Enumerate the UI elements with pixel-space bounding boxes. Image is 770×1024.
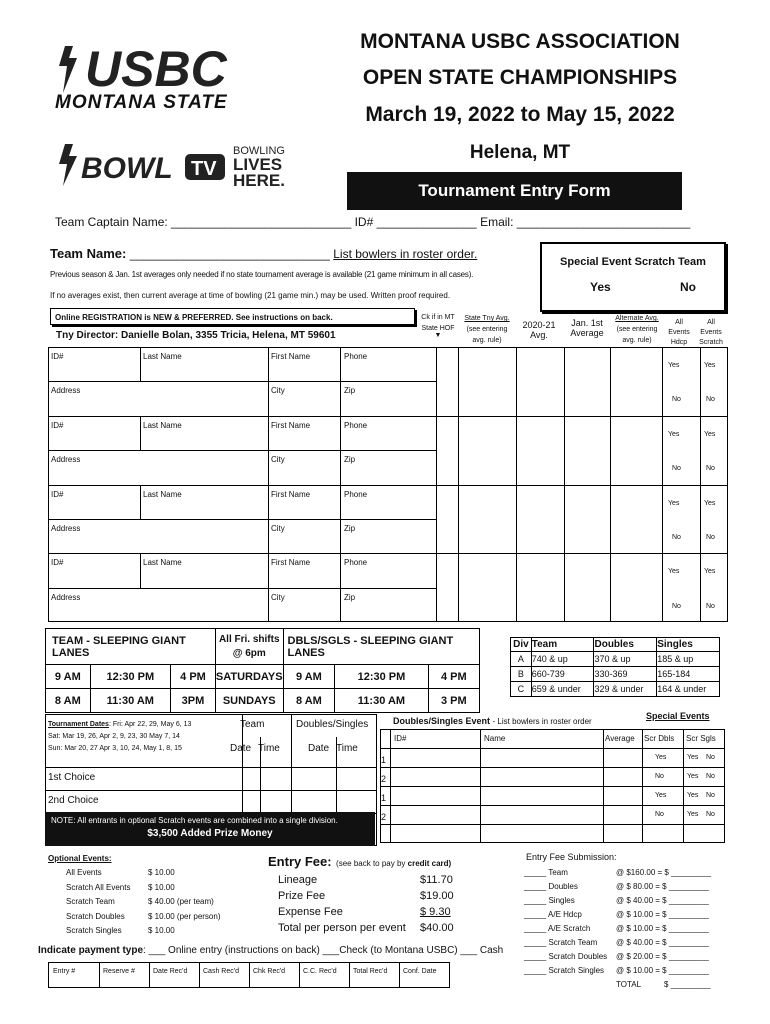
- roster-first-line: [268, 347, 269, 416]
- optional-event-row: [66, 866, 221, 881]
- bowler-city[interactable]: City: [271, 592, 285, 602]
- tournament-dates: Tournament Dates: Fri: Apr 22, 29, May 6, 13 Sat: Mar 19, 26, Apr 2, 9, 23, 30 May 7, 14 Sun: Mar 20, 27 Apr 3, 10, 24, May 1, 8, 15: [48, 721, 192, 752]
- ae-hdcp-no[interactable]: No: [672, 533, 681, 541]
- submission-item: _____ Scratch Team: [524, 938, 598, 947]
- bowler-address[interactable]: Address: [51, 523, 81, 533]
- office-col-line: [399, 963, 400, 987]
- office-cell[interactable]: Cash Rec'd: [203, 968, 239, 975]
- form-title-bar: Tournament Entry Form: [347, 172, 682, 210]
- office-col-line: [299, 963, 300, 987]
- optional-event-name: Scratch Singles: [66, 926, 122, 935]
- second-choice: 2nd Choice: [48, 795, 99, 806]
- optional-event-row: [66, 895, 221, 910]
- total-label: TOTAL: [616, 980, 642, 989]
- ae-hdcp-yes[interactable]: Yes: [668, 362, 680, 369]
- captain-name-field[interactable]: Team Captain Name: ___________________________: [55, 215, 352, 229]
- divisions-table: Div Team Doubles Singles A 740 & up 370 & up 185 & up B 660-739 330-369 165-184 C 659 & under 329 & under 164 & under: [510, 637, 720, 697]
- bowler-phone[interactable]: Phone: [344, 420, 368, 430]
- col-season-avg: 2020-21 Avg.: [522, 320, 556, 340]
- fee-row: [278, 904, 478, 920]
- team-name-line: Team Name: ______________________________ List bowlers in roster order.: [50, 246, 478, 261]
- dbls-row-number: 1: [381, 793, 387, 803]
- submission-item: _____ A/E Scratch: [524, 924, 591, 933]
- optional-event-row: [66, 881, 221, 896]
- roster-phone-line: [340, 553, 341, 622]
- roster-first-line: [268, 485, 269, 554]
- dbls-row-line: [380, 767, 725, 768]
- dbls-scr-sgls-header: Scr Sgls: [686, 734, 716, 743]
- roster-phone-line: [340, 485, 341, 554]
- office-cell[interactable]: C.C. Rec'd: [303, 968, 337, 975]
- bowler-zip[interactable]: Zip: [344, 386, 356, 396]
- svg-text:LIVES: LIVES: [233, 155, 283, 174]
- payment-type: Indicate payment type: ___ Online entry (instructions on back) ___Check (to Montana USBC) ___ Cash: [38, 945, 504, 956]
- fee-submission-title: Entry Fee Submission:: [526, 852, 617, 862]
- optional-event-name: Scratch All Events: [66, 882, 131, 892]
- bowler-first-name[interactable]: First Name: [271, 558, 311, 568]
- dbls-row-line: [380, 805, 725, 806]
- scr-sgls-yes[interactable]: Yes: [687, 773, 699, 780]
- col-ae-scratch: All Events Scratch: [699, 319, 723, 346]
- scratch-note: NOTE: All entrants in optional Scratch events are combined into a single division. $3,500 Added Prize Money: [45, 812, 375, 846]
- dbls-row-line: [380, 824, 725, 825]
- ae-hdcp-yes[interactable]: Yes: [668, 499, 680, 507]
- dbls-name-header: Name: [484, 734, 506, 743]
- bowler-id[interactable]: ID#: [51, 558, 64, 568]
- office-col-line: [99, 963, 100, 987]
- dbls-row-number: 2: [381, 774, 387, 784]
- office-cell[interactable]: Date Rec'd: [153, 968, 188, 975]
- ae-scr-no[interactable]: No: [706, 533, 715, 541]
- office-col-line: [149, 963, 150, 987]
- submission-item: _____ Scratch Doubles: [524, 952, 608, 961]
- bowler-zip[interactable]: Zip: [344, 455, 356, 465]
- bowler-address[interactable]: Address: [51, 386, 81, 396]
- special-no[interactable]: No: [680, 280, 696, 294]
- svg-text:TV: TV: [191, 158, 217, 180]
- svg-text:BOWL: BOWL: [81, 152, 173, 185]
- bowler-phone[interactable]: Phone: [344, 352, 368, 361]
- submission-amount: @ $ 10.00 = $ _________: [616, 924, 709, 933]
- dbls-row-line: [380, 786, 725, 787]
- ae-scr-no[interactable]: No: [706, 465, 715, 473]
- fee-label: Lineage: [278, 874, 318, 886]
- dbls-avg-header: Average: [605, 734, 635, 743]
- submission-amount: @ $ 40.00 = $ _________: [616, 896, 709, 905]
- fee-amount: $11.70: [420, 874, 453, 886]
- roster-first-line: [268, 416, 269, 485]
- col-state-avg: State Tny Avg. (see entering avg. rule): [464, 315, 510, 344]
- submission-item: _____ Scratch Singles: [524, 966, 605, 975]
- office-col-line: [249, 963, 250, 987]
- optional-events: Optional Events: All Events $ 10.00 Scratch All Events $ 10.00 Scratch Team $ 40.00 (per team) Scratch Doubles $ 10.00 (per person) Scratch Singles $ 10.00: [48, 854, 221, 939]
- submission-row[interactable]: [524, 950, 724, 964]
- submission-total[interactable]: [524, 978, 724, 992]
- scr-sgls-yes[interactable]: Yes: [687, 792, 699, 799]
- bowler-first-name[interactable]: First Name: [271, 352, 311, 361]
- col-ae-hdcp: All Events Hdcp: [668, 319, 690, 346]
- roster-row-line: [48, 381, 436, 382]
- fee-label: Total per person per event: [278, 922, 406, 934]
- roster-grid: [48, 347, 728, 622]
- submission-row[interactable]: [524, 894, 724, 908]
- submission-item: _____ A/E Hdcp: [524, 910, 582, 919]
- roster-row-line: [48, 416, 728, 417]
- roster-first-line: [268, 553, 269, 622]
- tournament-director: Tny Director: Danielle Bolan, 3355 Tricia, Helena, MT 59601: [56, 330, 336, 341]
- submission-item: _____ Team: [524, 868, 568, 877]
- optional-event-price: $ 40.00 (per team): [148, 897, 214, 906]
- ae-scr-no[interactable]: No: [706, 396, 715, 404]
- first-choice: 1st Choice: [48, 772, 96, 783]
- dbls-row-number: 1: [381, 755, 387, 765]
- captain-email-field[interactable]: Email: __________________________: [480, 215, 691, 229]
- submission-item: _____ Singles: [524, 896, 575, 905]
- submission-row[interactable]: [524, 922, 724, 936]
- optional-event-name: Scratch Doubles: [66, 911, 125, 921]
- tournament-dates-title: March 19, 2022 to May 15, 2022: [365, 103, 675, 126]
- office-cell[interactable]: Chk Rec'd: [253, 968, 286, 975]
- montana-state-wordmark: MONTANA STATE: [55, 92, 228, 113]
- office-col-line: [349, 963, 350, 987]
- roster-phone-line: [340, 416, 341, 485]
- scr-sgls-yes[interactable]: Yes: [687, 811, 699, 818]
- roster-id-line: [140, 416, 141, 450]
- col-jan-avg: Jan. 1st Average: [570, 318, 604, 338]
- usbc-logo: [55, 38, 285, 98]
- online-registration-note: Online REGISTRATION is NEW & PREFERRED. See instructions on back.: [50, 308, 415, 325]
- bowler-city[interactable]: City: [271, 455, 285, 465]
- office-cell[interactable]: Conf. Date: [403, 968, 437, 975]
- total-amount: $ _________: [664, 980, 711, 989]
- bowler-city[interactable]: City: [271, 523, 285, 533]
- fee-amount: $40.00: [420, 922, 454, 934]
- scr-dbls-option[interactable]: Yes: [655, 792, 667, 799]
- optional-event-price: $ 10.00: [148, 882, 175, 892]
- submission-row[interactable]: [524, 964, 724, 978]
- svg-text:BOWLING: BOWLING: [233, 145, 285, 157]
- no-averages-note: If no averages exist, then current average at time of bowling (21 game min.) may be used. Written proof required.: [50, 291, 451, 300]
- bowler-last-name[interactable]: Last Name: [143, 420, 182, 430]
- fee-amount: $19.00: [420, 890, 454, 902]
- special-events-title: Special Events: [646, 711, 710, 721]
- scr-dbls-option[interactable]: Yes: [655, 754, 667, 761]
- bowler-phone[interactable]: Phone: [344, 489, 368, 499]
- bowler-city[interactable]: City: [271, 386, 285, 396]
- col-alt-avg: Alternate Avg. (see entering avg. rule): [615, 315, 659, 344]
- fee-amount: $ 9.30: [420, 906, 451, 918]
- office-cell[interactable]: Reserve #: [103, 968, 135, 975]
- captain-line: [55, 215, 690, 229]
- submission-amount: @ $160.00 = $ _________: [616, 868, 712, 877]
- ae-hdcp-no[interactable]: No: [672, 602, 681, 610]
- submission-amount: @ $ 10.00 = $ _________: [616, 966, 709, 975]
- office-cell[interactable]: Total Rec'd: [353, 968, 388, 975]
- fee-row: [278, 920, 478, 936]
- bowler-zip[interactable]: Zip: [344, 592, 356, 602]
- entry-fee: Entry Fee: (see back to pay by credit card): [268, 854, 452, 869]
- submission-amount: @ $ 80.00 = $ _________: [616, 882, 709, 891]
- schedule-table: TEAM - SLEEPING GIANT LANES All Fri. shifts @ 6pm DBLS/SGLS - SLEEPING GIANT LANES 9 AM 12:30 PM 4 PM SATURDAYS 9 AM 12:30 PM 4 PM 8 AM 11:30 AM 3PM SUNDAYS 8 AM 11:30 AM 3 PM: [45, 628, 480, 713]
- dbls-event-title: Doubles/Singles Event - List bowlers in roster order: [393, 716, 592, 726]
- fee-breakdown: [278, 872, 478, 936]
- bowler-first-name[interactable]: First Name: [271, 489, 311, 499]
- captain-id-field[interactable]: ID# _______________: [354, 215, 477, 229]
- dbls-id-header: ID#: [394, 734, 407, 743]
- averages-note: Previous season & Jan. 1st averages only needed if no state tournament average is available (21 game minimum in all cases).: [50, 270, 474, 279]
- submission-amount: @ $ 10.00 = $ _________: [616, 910, 709, 919]
- bowler-zip[interactable]: Zip: [344, 523, 356, 533]
- scr-sgls-no[interactable]: No: [706, 811, 715, 818]
- submission-row[interactable]: [524, 880, 724, 894]
- association-title: MONTANA USBC ASSOCIATION: [360, 30, 680, 53]
- dbls-scr-dbls-header: Scr Dbls: [644, 734, 675, 743]
- bowler-id[interactable]: ID#: [51, 420, 64, 430]
- bowler-address[interactable]: Address: [51, 592, 81, 602]
- fee-row: [278, 872, 478, 888]
- bowler-last-name[interactable]: Last Name: [143, 558, 182, 568]
- scr-sgls-no[interactable]: No: [706, 754, 715, 761]
- choices-box: Tournament Dates: Fri: Apr 22, 29, May 6, 13 Sat: Mar 19, 26, Apr 2, 9, 23, 30 May 7, 14 Sun: Mar 20, 27 Apr 3, 10, 24, May 1, 8, 15 Team Doubles/Singles Date Time Date Time 1st Choice 2nd Choice: [45, 714, 377, 846]
- dbls-grid: [380, 729, 725, 843]
- roster-row-line: [48, 588, 436, 589]
- scr-sgls-no[interactable]: No: [706, 773, 715, 780]
- optional-event-row: [66, 924, 221, 939]
- ae-scr-no[interactable]: No: [706, 602, 715, 610]
- bowler-first-name[interactable]: First Name: [271, 420, 311, 430]
- optional-event-row: [66, 910, 221, 925]
- submission-amount: @ $ 20.00 = $ _________: [616, 952, 709, 961]
- dbls-row-number: 2: [381, 812, 387, 822]
- dbls-row-line: [380, 748, 725, 749]
- fee-label: Prize Fee: [278, 890, 326, 902]
- submission-item: _____ Doubles: [524, 882, 578, 891]
- col-hof: Ck if in MT State HOF ▼: [421, 314, 455, 339]
- scr-sgls-yes[interactable]: Yes: [687, 754, 699, 761]
- championship-title: OPEN STATE CHAMPIONSHIPS: [362, 66, 678, 89]
- submission-row[interactable]: [524, 908, 724, 922]
- bowler-last-name[interactable]: Last Name: [143, 489, 182, 499]
- roster-id-line: [140, 485, 141, 519]
- special-yes[interactable]: Yes: [590, 280, 611, 294]
- optional-event-price: $ 10.00: [148, 926, 175, 935]
- optional-event-price: $ 10.00: [148, 868, 175, 877]
- bowl-tv-logo: [55, 140, 295, 188]
- bowler-phone[interactable]: Phone: [344, 558, 368, 568]
- submission-row[interactable]: [524, 936, 724, 950]
- roster-phone-line: [340, 347, 341, 416]
- roster-row-line: [48, 485, 728, 486]
- team-name-field[interactable]: ______________________________: [129, 247, 330, 261]
- location-title: Helena, MT: [469, 142, 571, 163]
- ae-hdcp-no[interactable]: No: [672, 465, 681, 473]
- fee-row: [278, 888, 478, 904]
- bowler-id[interactable]: ID#: [51, 489, 64, 499]
- scr-sgls-no[interactable]: No: [706, 792, 715, 799]
- ae-scr-yes[interactable]: Yes: [704, 499, 716, 507]
- usbc-wordmark: USBC: [85, 41, 227, 97]
- roster-row-line: [48, 553, 728, 554]
- svg-text:HERE.: HERE.: [233, 171, 285, 188]
- fee-label: Expense Fee: [278, 906, 343, 918]
- special-event-box: Special Event Scratch Team Yes No: [540, 242, 726, 312]
- optional-event-name: All Events: [66, 868, 102, 877]
- ae-hdcp-yes[interactable]: Yes: [668, 568, 680, 576]
- optional-event-price: $ 10.00 (per person): [148, 911, 221, 921]
- bowler-last-name[interactable]: Last Name: [143, 352, 182, 361]
- bowler-id[interactable]: ID#: [51, 352, 64, 361]
- ae-hdcp-no[interactable]: No: [672, 396, 681, 404]
- roster-id-line: [140, 553, 141, 587]
- bowler-address[interactable]: Address: [51, 455, 81, 465]
- office-col-line: [199, 963, 200, 987]
- ae-hdcp-yes[interactable]: Yes: [668, 430, 680, 438]
- scr-dbls-option[interactable]: No: [655, 811, 664, 818]
- office-cell[interactable]: Entry #: [53, 968, 76, 975]
- scr-dbls-option[interactable]: No: [655, 773, 664, 780]
- optional-event-name: Scratch Team: [66, 897, 115, 906]
- ae-scr-yes[interactable]: Yes: [704, 362, 716, 369]
- roster-row-line: [48, 450, 436, 451]
- ae-scr-yes[interactable]: Yes: [704, 430, 716, 438]
- submission-amount: @ $ 40.00 = $ _________: [616, 938, 709, 947]
- ae-scr-yes[interactable]: Yes: [704, 568, 716, 576]
- fee-submission: [524, 866, 724, 992]
- submission-row[interactable]: [524, 866, 724, 880]
- roster-id-line: [140, 347, 141, 381]
- office-use-table: [48, 962, 450, 988]
- roster-row-line: [48, 519, 436, 520]
